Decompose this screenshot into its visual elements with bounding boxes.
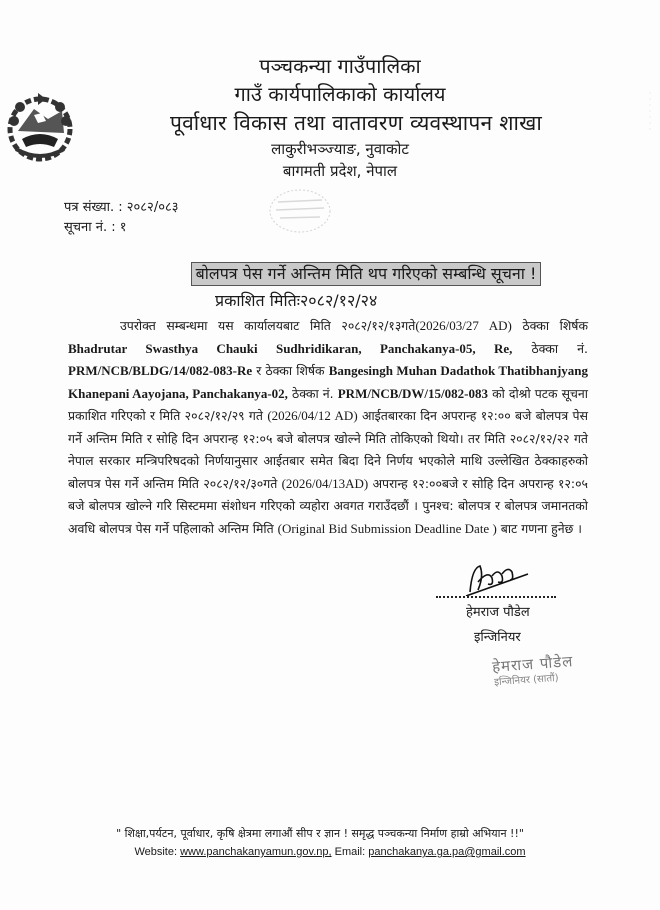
email-label: Email:: [334, 846, 366, 858]
signer-title: इन्जिनियर: [474, 630, 521, 645]
notice-body: [68, 315, 588, 540]
email-link[interactable]: panchakanya.ga.pa@gmail.com: [368, 846, 526, 858]
ad-date-2: (2026/04/12 AD): [267, 408, 358, 423]
seal-stamp-name: हेमराज पौडेल: [491, 652, 574, 676]
office-location: लाकुरीभञ्ज्याङ, नुवाकोट: [271, 140, 409, 158]
letter-number: २०८२/०८३: [126, 200, 179, 215]
body-text-2: ठेक्का शिर्षक: [522, 318, 588, 333]
scan-mark-icon: [646, 92, 654, 132]
original-deadline-note: (Original Bid Submission Deadline Date ): [277, 520, 497, 536]
published-date-row: [215, 290, 377, 312]
notice-number: १: [119, 220, 127, 235]
body-text-5: ठेक्का नं.: [292, 385, 334, 401]
body-text-6: को दोश्रो पटक सूचना प्रकाशित गरिएको र मिति २०८२/१२/२९ गते: [68, 385, 588, 423]
website-link[interactable]: www.panchakanyamun.gov.np,: [180, 846, 332, 858]
ad-date-3: (2026/04/13AD): [281, 475, 369, 491]
notice-number-label: सूचना नं. :: [64, 220, 116, 235]
signer-name: हेमराज पौडेल: [466, 605, 530, 620]
ad-date-1: (2026/03/27 AD): [415, 318, 512, 333]
municipality-name: पञ्चकन्या गाउँपालिका: [259, 54, 421, 78]
body-text-7: आईतबारका दिन अपरान्ह १२:०० बजे बोलपत्र पेस गर्ने अन्तिम मिति र सोहि दिन अपरान्ह १२:०५ बजे बोलपत्र खोल्ने मिति तोकिएको थियो। तर मिति २०८२/१२/२२ गते नेपाल सरकार मन्त्रिपरिषदको निर्णयानुसार आईतबार समेत बिदा दिने निर्णय भएकोले माथि उल्लेखित ठेक्काहरुको बोलपत्र पेस गर्ने अन्तिम मिति २०८२/१२/३०गते: [68, 408, 588, 491]
body-text-1: उपरोक्त सम्बन्धमा यस कार्यालयबाट मिति २०८२/१२/१३गते: [120, 318, 416, 333]
body-text-9: बाट गणना हुनेछ ।: [500, 520, 582, 536]
website-label: Website:: [134, 846, 178, 858]
contract-2-title: Bangesingh Muhan Dadathok Thatibhanjyang Khanepani Aayojana, Panchakanya-02,: [68, 363, 589, 401]
office-name: गाउँ कार्यपालिकाको कार्यालय: [234, 82, 446, 106]
seal-stamp-title: इन्जिनियर (सातौं): [493, 672, 559, 689]
contract-2-number: PRM/NCB/DW/15/082-083: [337, 385, 488, 401]
footer: [0, 825, 660, 861]
letterhead: [0, 52, 660, 182]
notice-number-row: [64, 218, 178, 238]
signature-line: [436, 596, 556, 598]
subject-block: [0, 262, 660, 286]
published-date: २०८२/१२/२४: [299, 291, 378, 310]
province-country: बागमती प्रदेश, नेपाल: [282, 162, 398, 180]
body-text-4: र ठेक्का शिर्षक: [256, 363, 325, 378]
contract-1-number: PRM/NCB/BLDG/14/082-083-Re: [68, 363, 253, 378]
notice-subject: बोलपत्र पेस गर्ने अन्तिम मिति थप गरिएको सम्बन्धि सूचना !: [191, 262, 542, 286]
office-stamp-icon: [268, 188, 332, 234]
contract-1-title: Bhadrutar Swasthya Chauki Sudhridikaran, Panchakanya-05, Re,: [68, 340, 513, 356]
body-text-3: ठेक्का नं.: [531, 340, 588, 356]
section-name: पूर्वाधार विकास तथा वातावरण व्यवस्थापन शाखा: [169, 111, 542, 135]
letter-number-row: [64, 198, 178, 218]
body-text-8: अपरान्ह १२:००बजे र सोहि दिन अपरान्ह १२:०५ बजे बोलपत्र खोल्ने गरि सिस्टममा संशोधन गरिएको व्यहोरा अवगत गराउँदछौं । पुनश्च: बोलपत्र र बोलपत्र जमानतको अवधि बोलपत्र पेस गर्ने पहिलाको अन्तिम मिति: [68, 475, 588, 536]
footer-slogan: " शिक्षा,पर्यटन, पूर्वाधार, कृषि क्षेत्रमा लगाऔं सीप र ज्ञान ! समृद्ध पञ्चकन्या निर्माण हाम्रो अभियान !!": [116, 827, 524, 840]
handwritten-signature-icon: [462, 562, 532, 596]
footer-contact: [0, 843, 660, 861]
published-label: प्रकाशित मितिः: [215, 291, 300, 310]
letter-number-label: पत्र संख्या. :: [64, 200, 123, 215]
reference-block: [64, 198, 178, 238]
